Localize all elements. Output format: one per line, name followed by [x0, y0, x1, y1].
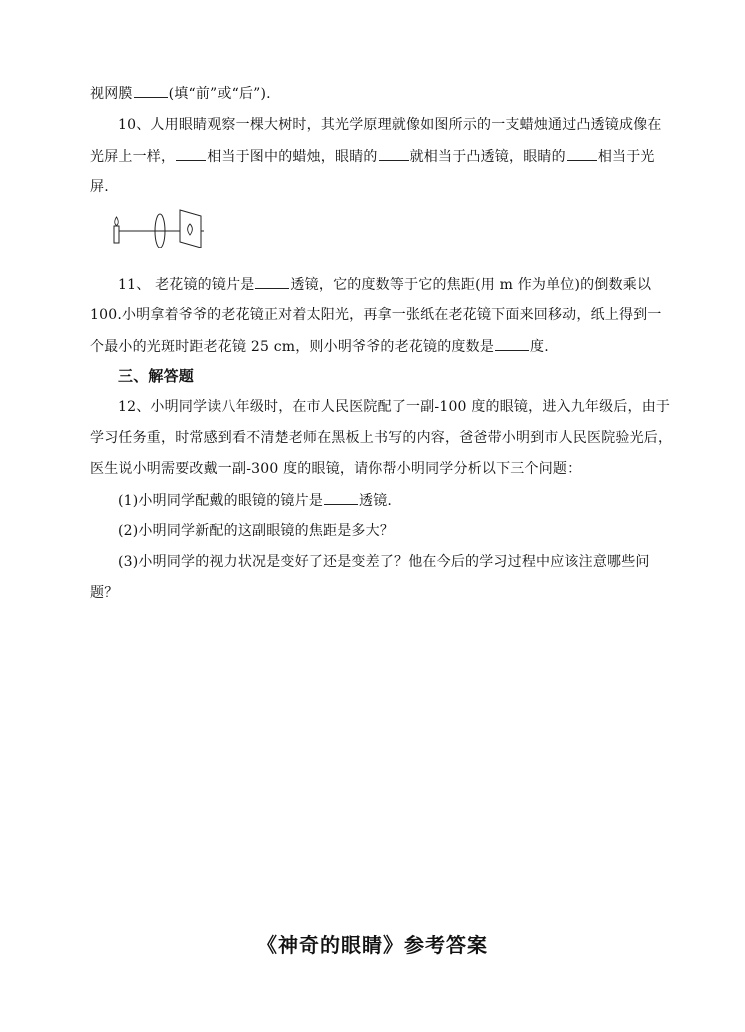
- q10-text-b: 相当于图中的蜡烛，眼睛的: [207, 149, 378, 165]
- q10-text-a: 光屏上一样，: [90, 149, 176, 165]
- q10-line-1: 10、人用眼睛观察一棵大树时，其光学原理就像如图所示的一支蜡烛通过凸透镜成像在: [118, 117, 662, 133]
- q12-sub-3-line-1: (3)小明同学的视力状况是变好了还是变差了？他在今后的学习过程中应该注意哪些问: [118, 554, 650, 570]
- q10-line-2: [90, 146, 655, 167]
- q11-text-a: 11、 老花镜的镜片是: [118, 277, 255, 293]
- answer-blank: [255, 274, 289, 289]
- q12-sub1-text: (1)小明同学配戴的眼镜的镜片是: [118, 493, 324, 509]
- answer-blank: [134, 83, 168, 98]
- answer-blank: [567, 146, 597, 161]
- answer-blank: [324, 490, 358, 505]
- q12-line-1: 12、小明同学读八年级时，在市人民医院配了一副-100 度的眼镜，进入九年级后，由于: [118, 399, 671, 415]
- q12-line-2: 学习任务重，时常感到看不清楚老师在黑板上书写的内容，爸爸带小明到市人民医院验光后，: [90, 430, 673, 446]
- q12-sub1-tail: 透镜.: [359, 493, 393, 509]
- q10-text-c: 就相当于凸透镜，眼睛的: [409, 149, 566, 165]
- section-heading: 三、解答题: [118, 367, 195, 385]
- answer-blank: [379, 146, 409, 161]
- q11-text-c: 个最小的光斑时距老花镜 25 cm，则小明爷爷的老花镜的度数是: [90, 339, 495, 355]
- q12-sub-2: (2)小明同学新配的这副眼镜的焦距是多大？: [118, 523, 395, 539]
- q12-sub-3-line-2: 题？: [90, 585, 119, 601]
- q10-line-3: 屏.: [90, 179, 109, 195]
- q11-line-3: [90, 336, 549, 357]
- q12-line-3: 医生说小明需要改戴一副-300 度的眼镜，请你帮小明同学分析以下三个问题：: [90, 461, 582, 477]
- optics-diagram: [110, 206, 210, 248]
- q11-line-2: 100.小明拿着爷爷的老花镜正对着太阳光，再拿一张纸在老花镜下面来回移动，纸上得到一: [90, 307, 662, 323]
- candle-icon: [114, 217, 119, 243]
- q10-text-d: 相当于光: [597, 149, 655, 165]
- answer-title: 《神奇的眼睛》参考答案: [257, 933, 488, 957]
- q12-sub-1: [118, 490, 392, 511]
- q11-text-b: 透镜，它的度数等于它的焦距(用 m 作为单位)的倒数乘以: [290, 277, 652, 293]
- q11-text-d: 度.: [530, 339, 549, 355]
- answer-blank: [176, 146, 206, 161]
- q9-text: 视网膜: [90, 86, 133, 102]
- q11-line-1: [118, 274, 651, 295]
- q9-tail-line: [90, 83, 271, 104]
- screen-icon: [180, 210, 201, 248]
- answer-blank: [495, 336, 529, 351]
- q9-hint: (填“前”或“后”).: [168, 86, 271, 102]
